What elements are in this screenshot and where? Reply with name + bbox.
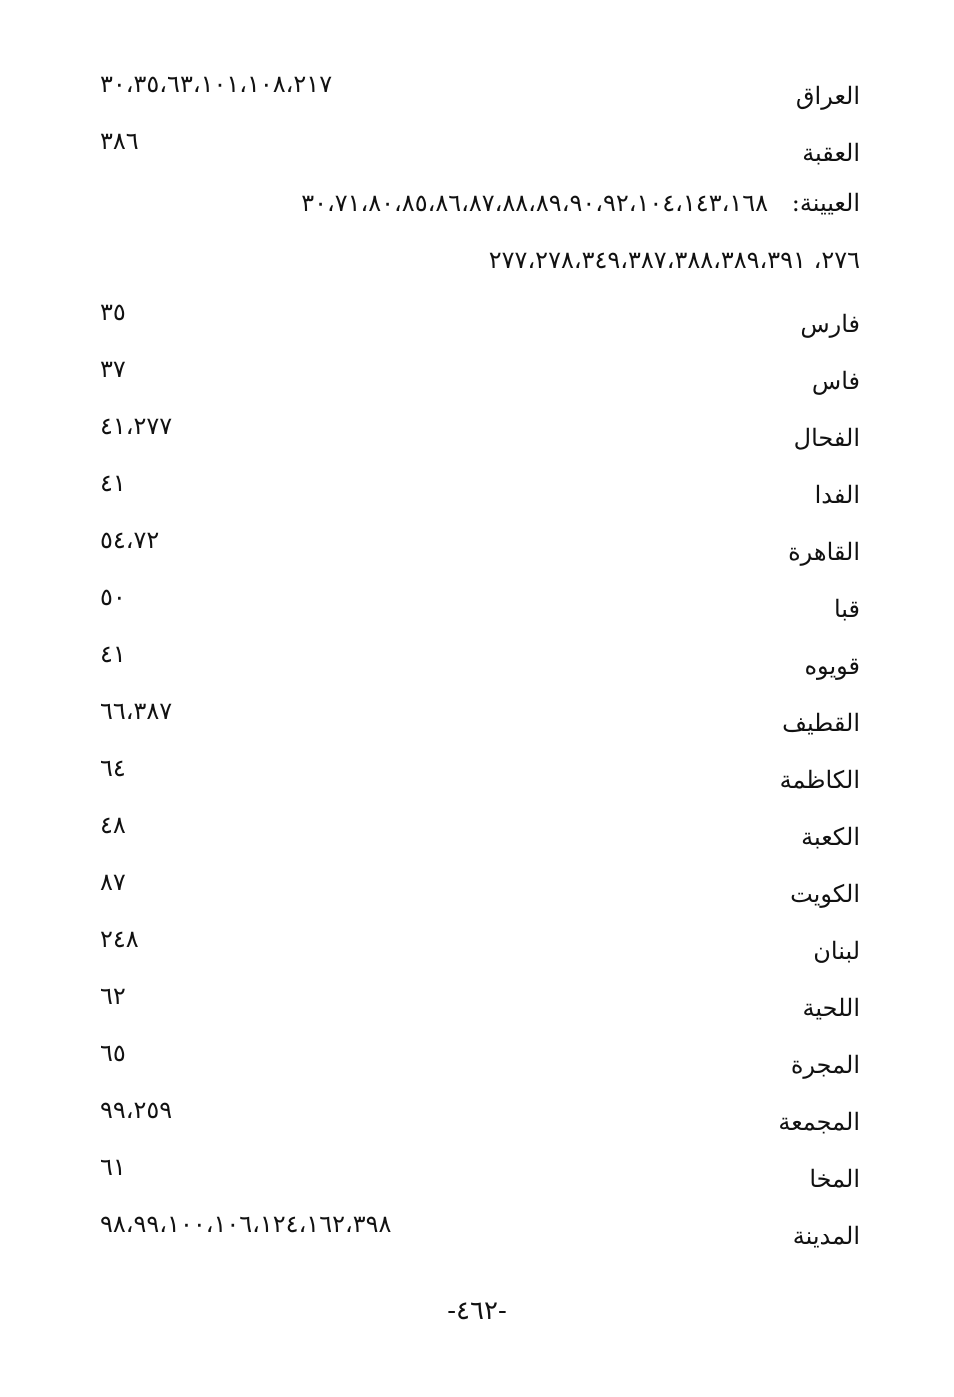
place-name: فاس [811, 367, 860, 395]
page-references: ٦١ [100, 1153, 126, 1181]
page-references: ٣٨٦ [100, 127, 139, 155]
page-references: ٤١،٢٧٧ [100, 412, 173, 440]
page-references: ٤١ [100, 640, 126, 668]
place-name: فارس [800, 310, 860, 338]
index-entry [100, 1153, 860, 1193]
place-name: قويوه [804, 652, 860, 680]
index-entry [100, 811, 860, 851]
index-entry [100, 189, 860, 229]
page-references: ٦٢ [100, 982, 126, 1010]
page-references: ٦٥ [100, 1039, 126, 1067]
index-entry [100, 640, 860, 680]
page-references: ٦٦،٣٨٧ [100, 697, 173, 725]
page-references: ٤٨ [100, 811, 126, 839]
index-entry [100, 526, 860, 566]
page-references-continuation: ٢٧٦، ٢٧٧،٢٧٨،٣٤٩،٣٨٧،٣٨٨،٣٨٩،٣٩١ [488, 246, 860, 274]
page-number: -٤٦٢- [447, 1296, 507, 1326]
page-references: ٢٤٨ [100, 925, 139, 953]
index-entry [100, 982, 860, 1022]
place-name: المجرة [790, 1051, 860, 1079]
index-entry [100, 70, 860, 110]
index-entry [100, 1210, 860, 1250]
index-entry [100, 583, 860, 623]
place-name: قبا [833, 595, 860, 623]
index-entry [100, 355, 860, 395]
page-references: ٥٠ [100, 583, 126, 611]
place-name: اللحية [802, 994, 860, 1022]
place-name: الكعبة [801, 823, 860, 851]
place-name: الفدا [814, 481, 860, 509]
place-name: العيينة: [791, 189, 860, 217]
page-references: ٩٨،٩٩،١٠٠،١٠٦،١٢٤،١٦٢،٣٩٨ [100, 1210, 392, 1238]
page-references: ٣٠،٧١،٨٠،٨٥،٨٦،٨٧،٨٨،٨٩،٩٠،٩٢،١٠٤،١٤٣،١٦٨ [301, 189, 768, 217]
index-entry [100, 469, 860, 509]
page-references: ٦٤ [100, 754, 126, 782]
place-name: المخا [809, 1165, 860, 1193]
index-entry [100, 697, 860, 737]
place-name: المدينة [792, 1222, 860, 1250]
page-references: ٤١ [100, 469, 126, 497]
index-entry [100, 1096, 860, 1136]
page-references: ٥٤،٧٢ [100, 526, 160, 554]
place-name: الكويت [790, 880, 860, 908]
index-entry [100, 412, 860, 452]
index-entry [100, 754, 860, 794]
place-name: الفحال [793, 424, 860, 452]
place-name: العقبة [802, 139, 860, 167]
page-references: ٩٩،٢٥٩ [100, 1096, 173, 1124]
index-entry [100, 925, 860, 965]
place-name: العراق [795, 82, 860, 110]
place-name: القاهرة [788, 538, 860, 566]
place-name: الكاظمة [779, 766, 860, 794]
page-references: ٣٠،٣٥،٦٣،١٠١،١٠٨،٢١٧ [100, 70, 333, 98]
index-entry [100, 1039, 860, 1079]
index-entry [100, 298, 860, 338]
place-name: لبنان [813, 937, 860, 965]
place-name: القطيف [782, 709, 860, 737]
index-entry [100, 127, 860, 167]
page-references: ٨٧ [100, 868, 126, 896]
page-references: ٣٧ [100, 355, 126, 383]
index-entry [100, 868, 860, 908]
page-references: ٣٥ [100, 298, 126, 326]
place-name: المجمعة [778, 1108, 860, 1136]
